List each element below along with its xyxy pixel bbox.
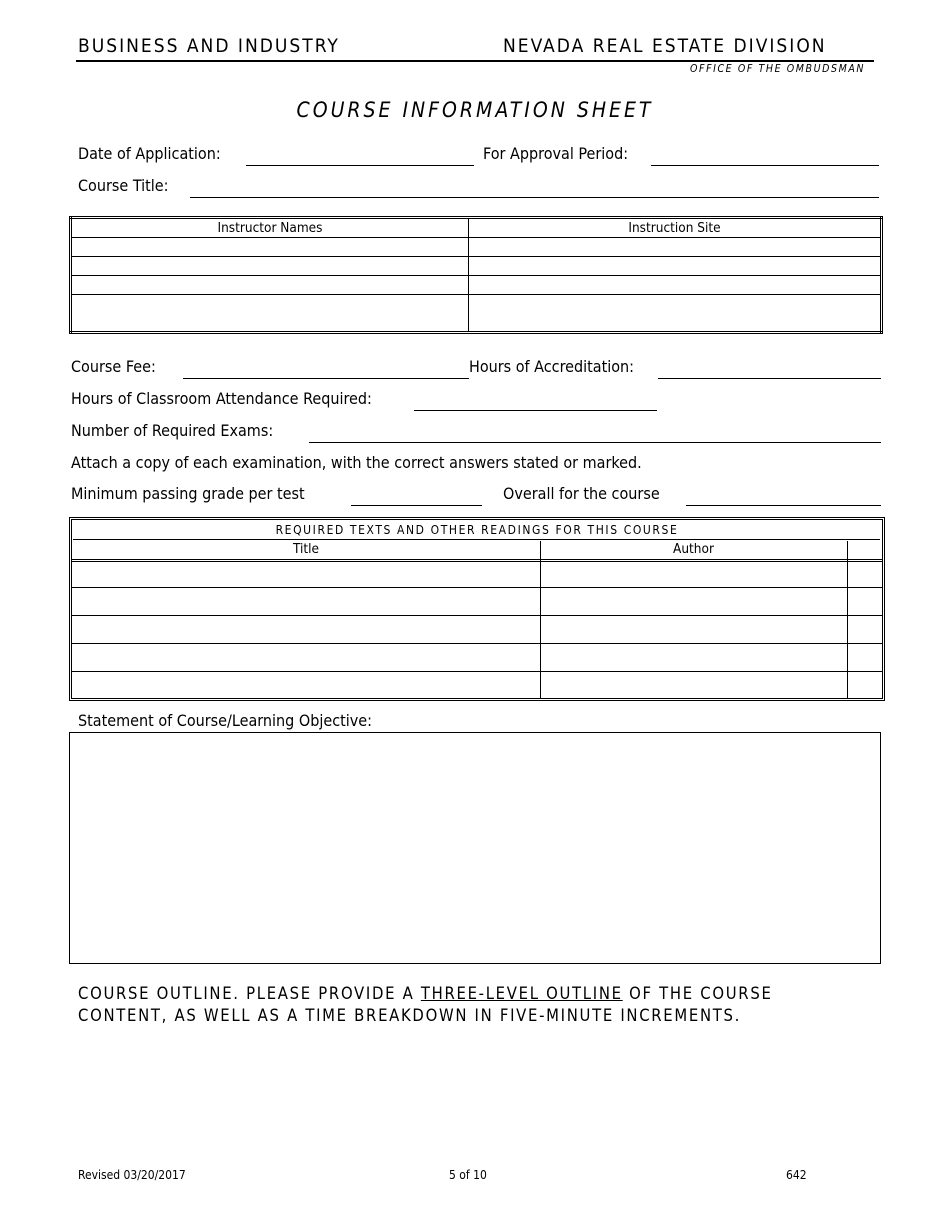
page-title: COURSE INFORMATION SHEET [296, 98, 654, 122]
texts-author-header: Author [673, 541, 714, 557]
instruction-site-header: Instruction Site [469, 218, 882, 238]
outline-underlined: THREE-LEVEL OUTLINE [420, 984, 623, 1003]
approval-period-label: For Approval Period: [483, 144, 629, 163]
date-of-application-label: Date of Application: [78, 144, 221, 163]
outline-text-a: COURSE OUTLINE. PLEASE PROVIDE A [78, 984, 421, 1003]
outline-text-b: OF THE COURSE [622, 984, 773, 1003]
hours-accreditation-field[interactable] [658, 358, 881, 379]
course-title-field[interactable] [190, 177, 879, 198]
overall-field[interactable] [686, 485, 881, 506]
outline-line-1 [78, 984, 773, 1003]
instruction-site-cell[interactable] [469, 276, 882, 295]
footer-form-number: 642 [786, 1168, 807, 1182]
overall-label: Overall for the course [503, 484, 660, 503]
texts-heading-divider [73, 539, 880, 540]
texts-col-divider [847, 541, 848, 698]
required-exams-field[interactable] [309, 422, 881, 443]
approval-period-field[interactable] [651, 145, 879, 166]
texts-row-rule [72, 561, 882, 562]
instructor-table [69, 216, 883, 334]
classroom-hours-field[interactable] [414, 390, 657, 411]
instructor-name-cell[interactable] [71, 295, 469, 333]
required-exams-label: Number of Required Exams: [71, 421, 274, 440]
instruction-site-cell[interactable] [469, 295, 882, 333]
outline-line-2: CONTENT, AS WELL AS A TIME BREAKDOWN IN FIVE-MINUTE INCREMENTS. [78, 1006, 742, 1025]
footer-revised: Revised 03/20/2017 [78, 1168, 186, 1182]
texts-table-heading: REQUIRED TEXTS AND OTHER READINGS FOR THIS COURSE [275, 523, 679, 537]
texts-row-rule [72, 671, 882, 672]
texts-table [69, 517, 885, 701]
instruction-site-cell[interactable] [469, 257, 882, 276]
texts-row-rule [72, 643, 882, 644]
header-right: NEVADA REAL ESTATE DIVISION [503, 35, 827, 57]
instructor-names-header: Instructor Names [71, 218, 469, 238]
footer-page: 5 of 10 [449, 1168, 487, 1182]
attach-note: Attach a copy of each examination, with the correct answers stated or marked. [71, 453, 642, 472]
texts-row-rule [72, 615, 882, 616]
header-sub: OFFICE OF THE OMBUDSMAN [690, 63, 866, 75]
min-grade-field[interactable] [351, 485, 482, 506]
classroom-hours-label: Hours of Classroom Attendance Required: [71, 389, 372, 408]
objective-label: Statement of Course/Learning Objective: [78, 711, 372, 730]
course-title-label: Course Title: [78, 176, 169, 195]
min-grade-label: Minimum passing grade per test [71, 484, 305, 503]
texts-row-rule [72, 559, 882, 560]
date-of-application-field[interactable] [246, 145, 474, 166]
course-fee-label: Course Fee: [71, 357, 156, 376]
hours-accreditation-label: Hours of Accreditation: [469, 357, 635, 376]
instructor-name-cell[interactable] [71, 276, 469, 295]
header-left: BUSINESS AND INDUSTRY [78, 35, 340, 57]
header-rule [76, 60, 874, 62]
instructor-name-cell[interactable] [71, 257, 469, 276]
texts-row-rule [72, 587, 882, 588]
course-fee-field[interactable] [183, 358, 469, 379]
instruction-site-cell[interactable] [469, 238, 882, 257]
texts-col-divider [540, 541, 541, 698]
instructor-name-cell[interactable] [71, 238, 469, 257]
texts-title-header: Title [293, 541, 319, 557]
objective-box[interactable] [69, 732, 881, 964]
